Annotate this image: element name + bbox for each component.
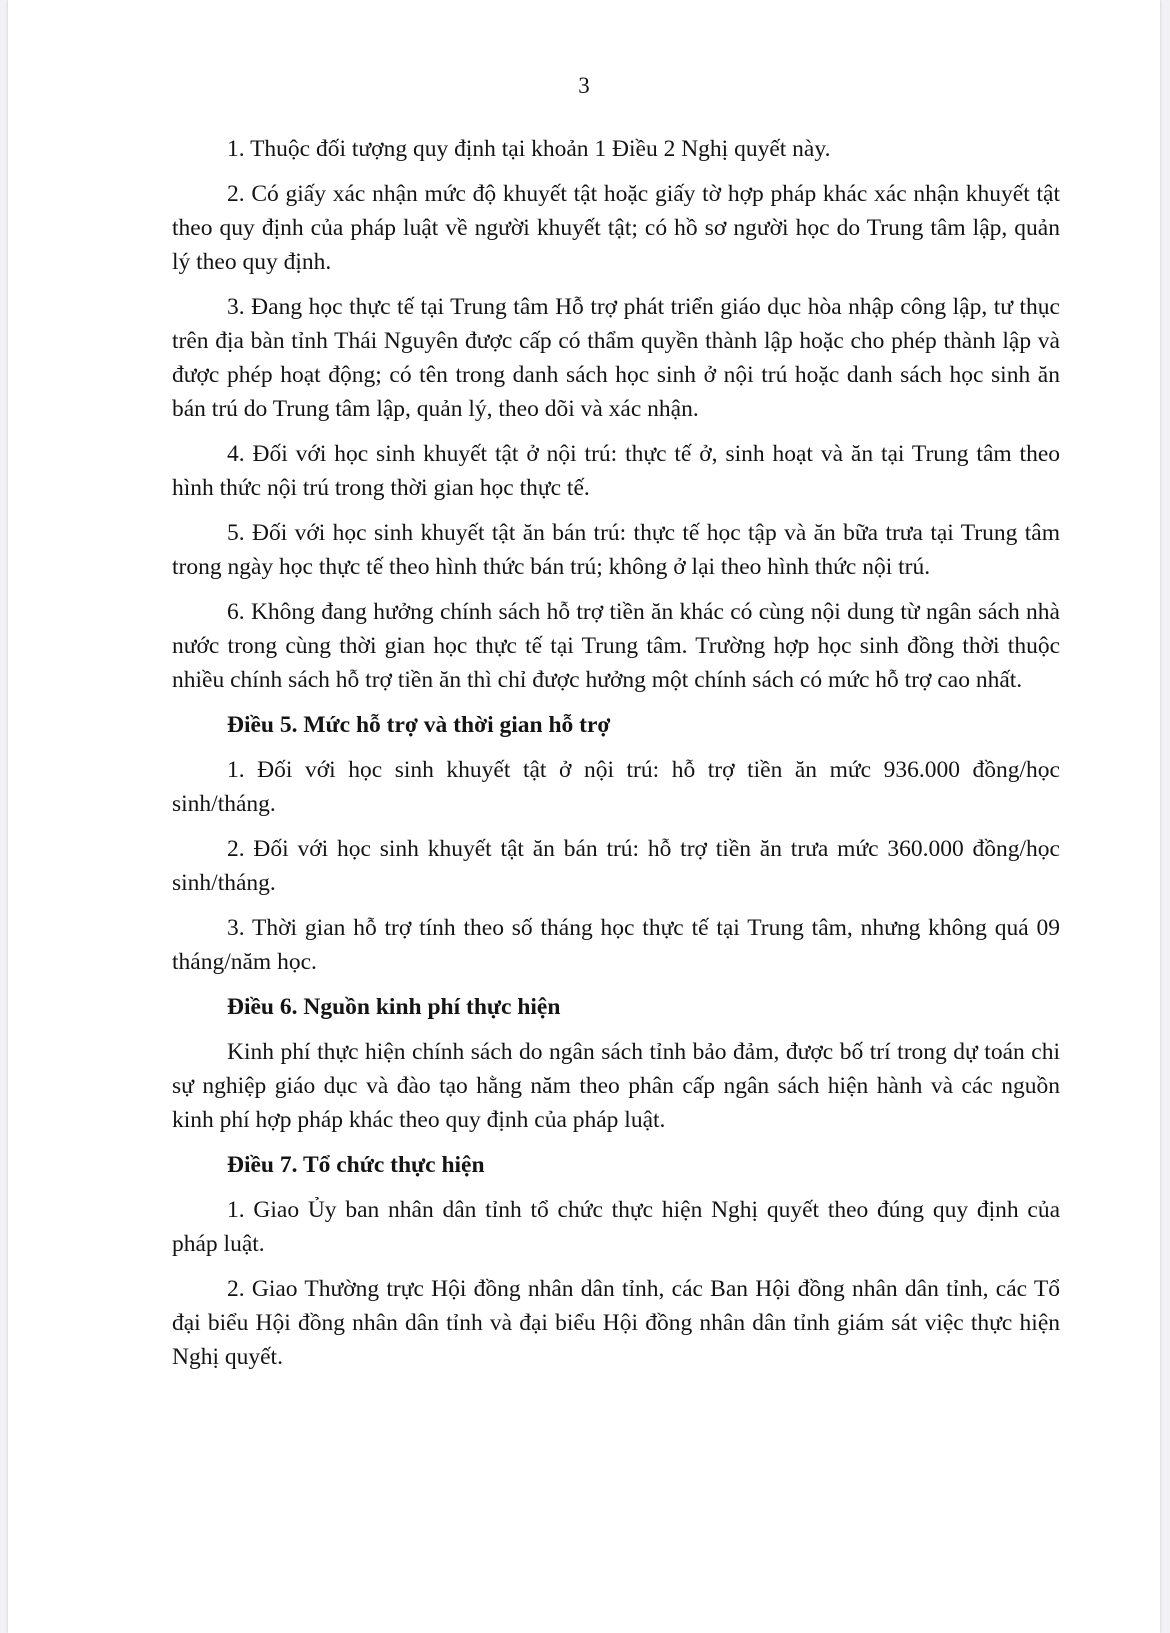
article-heading: Điều 6. Nguồn kinh phí thực hiện [227,994,561,1020]
paragraph: 2. Giao Thường trực Hội đồng nhân dân tỉnh, các Ban Hội đồng nhân dân tỉnh, các Tổ đại biểu Hội đồng nhân dân tỉnh và đại biểu Hội đồng nhân dân tỉnh giám sát việc thực hiện Nghị quyết. [172,1276,1060,1370]
paragraph: 1. Thuộc đối tượng quy định tại khoản 1 Điều 2 Nghị quyết này. [227,136,831,162]
paragraph: 2. Đối với học sinh khuyết tật ăn bán trú: hỗ trợ tiền ăn trưa mức 360.000 đồng/học sinh/tháng. [172,836,1060,896]
paragraph: Kinh phí thực hiện chính sách do ngân sách tỉnh bảo đảm, được bố trí trong dự toán chi sự nghiệp giáo dục và đào tạo hằng năm theo phân cấp ngân sách hiện hành và các nguồn kinh phí hợp pháp khác theo quy định của pháp luật. [172,1039,1060,1133]
paragraph: 4. Đối với học sinh khuyết tật ở nội trú: thực tế ở, sinh hoạt và ăn tại Trung tâm theo hình thức nội trú trong thời gian học thực tế. [172,441,1060,501]
page-number: 3 [578,73,590,98]
paragraph: 3. Thời gian hỗ trợ tính theo số tháng học thực tế tại Trung tâm, nhưng không quá 09 tháng/năm học. [172,915,1060,975]
paragraph: 6. Không đang hưởng chính sách hỗ trợ tiền ăn khác có cùng nội dung từ ngân sách nhà nước trong cùng thời gian học thực tế tại Trung tâm. Trường hợp học sinh đồng thời thuộc nhiều chính sách hỗ trợ tiền ăn thì chỉ được hưởng một chính sách có mức hỗ trợ cao nhất. [172,599,1060,693]
document-body [172,132,1060,1385]
paragraph: 3. Đang học thực tế tại Trung tâm Hỗ trợ phát triển giáo dục hòa nhập công lập, tư thục trên địa bàn tỉnh Thái Nguyên được cấp có thẩm quyền thành lập hoặc cho phép thành lập và được phép hoạt động; có tên trong danh sách học sinh ở nội trú hoặc danh sách học sinh ăn bán trú do Trung tâm lập, quản lý, theo dõi và xác nhận. [172,294,1060,422]
paragraph: 2. Có giấy xác nhận mức độ khuyết tật hoặc giấy tờ hợp pháp khác xác nhận khuyết tật theo quy định của pháp luật về người khuyết tật; có hồ sơ người học do Trung tâm lập, quản lý theo quy định. [172,181,1060,275]
document-page [8,0,1160,1633]
article-heading: Điều 7. Tổ chức thực hiện [227,1152,485,1178]
paragraph: 1. Giao Ủy ban nhân dân tỉnh tổ chức thực hiện Nghị quyết theo đúng quy định của pháp luật. [172,1197,1060,1257]
article-heading: Điều 5. Mức hỗ trợ và thời gian hỗ trợ [227,712,611,738]
paragraph: 1. Đối với học sinh khuyết tật ở nội trú: hỗ trợ tiền ăn mức 936.000 đồng/học sinh/tháng. [172,757,1060,817]
paragraph: 5. Đối với học sinh khuyết tật ăn bán trú: thực tế học tập và ăn bữa trưa tại Trung tâm trong ngày học thực tế theo hình thức bán trú; không ở lại theo hình thức nội trú. [172,520,1060,580]
